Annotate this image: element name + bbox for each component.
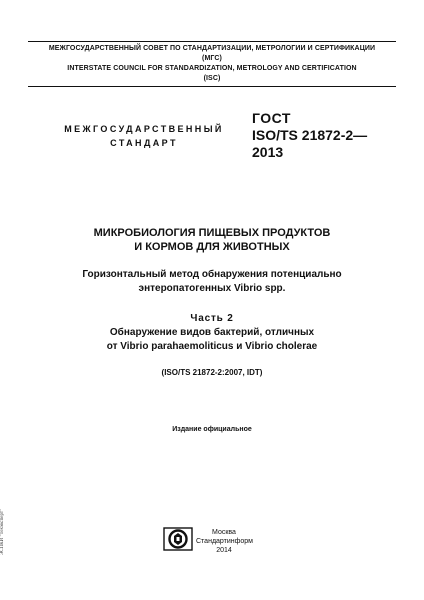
gost-label: ГОСТ (252, 110, 291, 126)
title-line-1: МИКРОБИОЛОГИЯ ПИЩЕВЫХ ПРОДУКТОВ (93, 227, 331, 239)
standard-designation (252, 110, 367, 161)
publisher-name: Стандартинформ (196, 538, 253, 545)
bottom-rule (28, 86, 396, 87)
publisher-block (196, 528, 252, 555)
iso-reference: (ISO/TS 21872-2:2007, IDT) (161, 368, 263, 377)
standartinform-logo-icon (163, 527, 193, 551)
document-title (24, 226, 400, 254)
part-title-line-2: от Vibrio parahaemoliticus и Vibrio cholerae (106, 341, 318, 352)
standard-kind (56, 122, 232, 150)
council-name-ru: МЕЖГОСУДАРСТВЕННЫЙ СОВЕТ ПО СТАНДАРТИЗАЦИИ, МЕТРОЛОГИИ И СЕРТИФИКАЦИИ (48, 45, 376, 52)
title-line-2: И КОРМОВ ДЛЯ ЖИВОТНЫХ (134, 241, 290, 253)
standard-number: ISO/TS 21872-2— (252, 127, 368, 143)
council-name-en: INTERSTATE COUNCIL FOR STANDARDIZATION, METROLOGY AND CERTIFICATION (67, 65, 357, 72)
side-watermark: ЭСПКИ "Техэксперт" (0, 508, 5, 555)
publisher-year: 2014 (216, 547, 232, 554)
subtitle-line-2: энтеропатогенных Vibrio spp. (138, 283, 286, 294)
standard-year: 2013 (252, 144, 284, 160)
document-part (24, 312, 400, 354)
part-title-line-1: Обнаружение видов бактерий, отличных (109, 327, 315, 338)
document-subtitle (24, 268, 400, 296)
standard-kind-line2: СТАНДАРТ (110, 138, 178, 148)
publisher-city: Москва (212, 529, 236, 536)
council-abbr-ru: (МГС) (202, 55, 222, 62)
council-abbr-en: (ISC) (203, 75, 221, 82)
council-header (28, 44, 396, 84)
subtitle-line-1: Горизонтальный метод обнаружения потенциально (82, 269, 342, 280)
edition-note: Издание официальное (172, 426, 252, 433)
part-label: Часть 2 (190, 313, 234, 324)
standard-kind-line1: МЕЖГОСУДАРСТВЕННЫЙ (64, 124, 224, 134)
top-rule (28, 41, 396, 42)
